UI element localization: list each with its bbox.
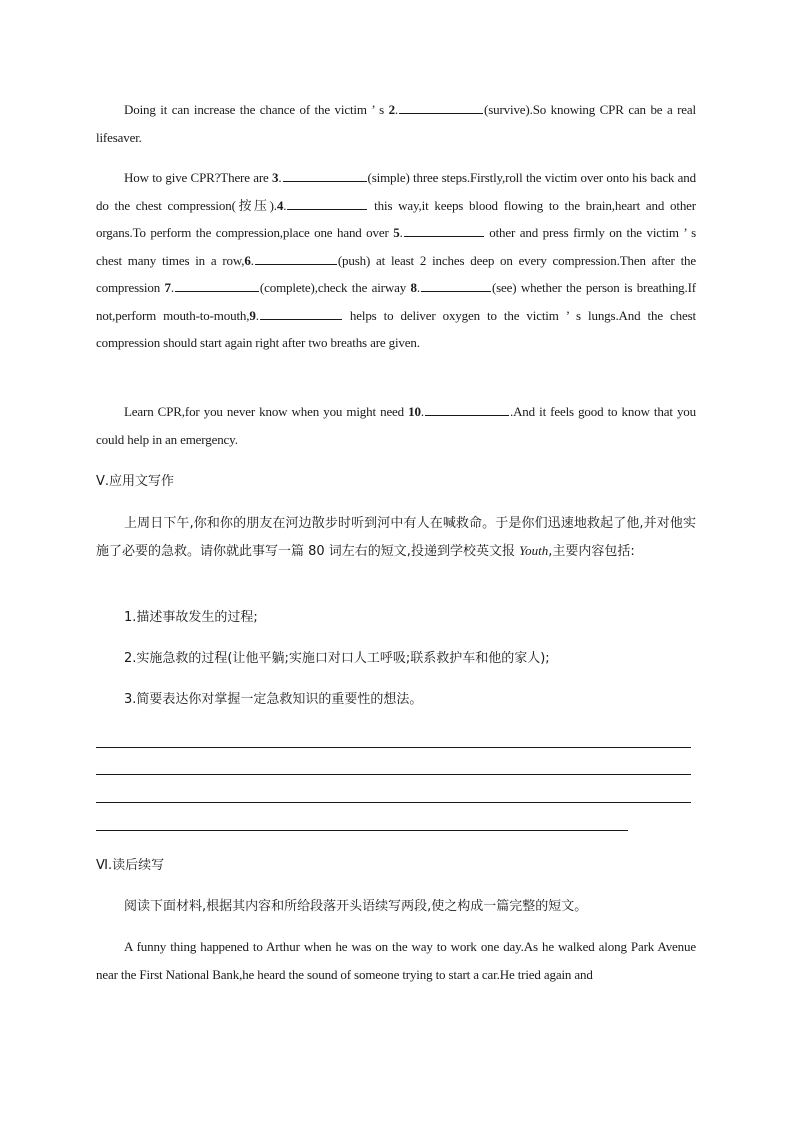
text-run: How to give CPR?There are	[124, 170, 273, 185]
text-run: other and press firmly on the victim ’ s chest many times in a row,	[96, 225, 696, 268]
text-run: helps to deliver oxygen to the victim ’ s lungs.And the chest compression should start again right after two breaths are given.	[96, 307, 696, 350]
writing-line-4[interactable]	[96, 830, 628, 831]
section-5-heading: Ⅴ.应用文写作	[96, 474, 175, 489]
answer-blank-2[interactable]	[399, 101, 483, 114]
text-run: Learn CPR,for you never know when you might need	[124, 404, 409, 419]
requirement-item-1: 1.描述事故发生的过程;	[124, 610, 258, 625]
text-run: Doing it can increase the chance of the victim ’ s	[124, 102, 389, 117]
blank-number-10: 10	[408, 404, 421, 419]
blank-number-9: 9	[249, 307, 256, 323]
blank-number-5: 5	[393, 225, 400, 240]
blank-number-2: 2	[388, 102, 395, 117]
writing-line-3[interactable]	[96, 802, 691, 803]
answer-blank-6[interactable]	[255, 252, 337, 265]
writing-line-2[interactable]	[96, 774, 691, 775]
section-6-heading: Ⅵ.读后续写	[96, 858, 165, 873]
blank-number-6: 6	[244, 252, 251, 268]
blank-number-7: 7	[164, 280, 171, 295]
text-run: 上周日下午,你和你的朋友在河边散步时听到河中有人在喊救命。于是你们迅速地救起了他,并对他实施了必要的急救。请你就此事写一篇 80 词左右的短文,投递到学校英文报	[96, 516, 696, 559]
text-run: (survive).So knowing CPR can be a real lifesaver.	[96, 102, 696, 145]
section-6-instruction: 阅读下面材料,根据其内容和所给段落开头语续写两段,使之构成一篇完整的短文。	[124, 899, 588, 914]
cpr-paragraph-3: Learn CPR,for you never know when you might need 10. .And it feels good to know that you could help in an emergency.	[96, 404, 696, 447]
answer-blank-9[interactable]	[260, 307, 342, 320]
answer-blank-10[interactable]	[425, 403, 509, 416]
text-run: (complete),check the airway	[259, 280, 411, 295]
cpr-paragraph-2: How to give CPR?There are 3. (simple) three steps.Firstly,roll the victim over onto his back and do the chest compression(按压).4. this way,it keeps blood flowing to the brain,heart and other organs.To perform the compression,place one hand over 5. other and press firmly on the victim ’ s chest many times in a row,6. (push) at least 2 inches deep on every compression.Then after the compression 7. (complete),check the airway 8. (see) whether the person is breathing.If not,perform mouth-to-mouth,9. helps to deliver oxygen to the victim ’ s lungs.And the chest compression should start again right after two breaths are given.	[96, 170, 696, 350]
section-5-prompt	[96, 510, 696, 565]
text-run: this way,it keeps blood flowing to the brain,heart and other organs.To perform the compression,place one hand over	[96, 197, 696, 240]
cpr-paragraph-1: Doing it can increase the chance of the victim ’ s 2. (survive).So knowing CPR can be a real lifesaver.	[96, 102, 696, 145]
requirement-item-2: 2.实施急救的过程(让他平躺;实施口对口人工呼吸;联系救护车和他的家人);	[124, 651, 550, 666]
text-run: (simple) three steps.Firstly,roll the victim over onto his back and do the chest compression(按压).	[96, 170, 696, 213]
requirement-item-3: 3.简要表达你对掌握一定急救知识的重要性的想法。	[124, 692, 423, 707]
answer-blank-8[interactable]	[421, 279, 491, 292]
text-run: ,主要内容包括:	[548, 544, 635, 559]
writing-line-1[interactable]	[96, 747, 691, 748]
story-paragraph: A funny thing happened to Arthur when he was on the way to work one day.As he walked along Park Avenue near the First National Bank,he heard the sound of someone trying to start a car.He tried again and	[96, 939, 696, 982]
blank-number-4: 4	[276, 197, 284, 213]
text-run: .And it feels good to know that you could help in an emergency.	[96, 404, 696, 447]
answer-blank-7[interactable]	[175, 279, 259, 292]
text-run: (push) at least 2 inches deep on every compression.Then after the compression	[96, 252, 696, 295]
blank-number-3: 3	[272, 170, 279, 185]
newspaper-name: Youth	[519, 543, 549, 558]
answer-blank-5[interactable]	[404, 224, 484, 237]
answer-blank-4[interactable]	[287, 197, 367, 210]
text-run: (see) whether the person is breathing.If not,perform mouth-to-mouth,	[96, 280, 696, 323]
blank-number-8: 8	[410, 280, 417, 295]
answer-blank-3[interactable]	[283, 169, 367, 182]
